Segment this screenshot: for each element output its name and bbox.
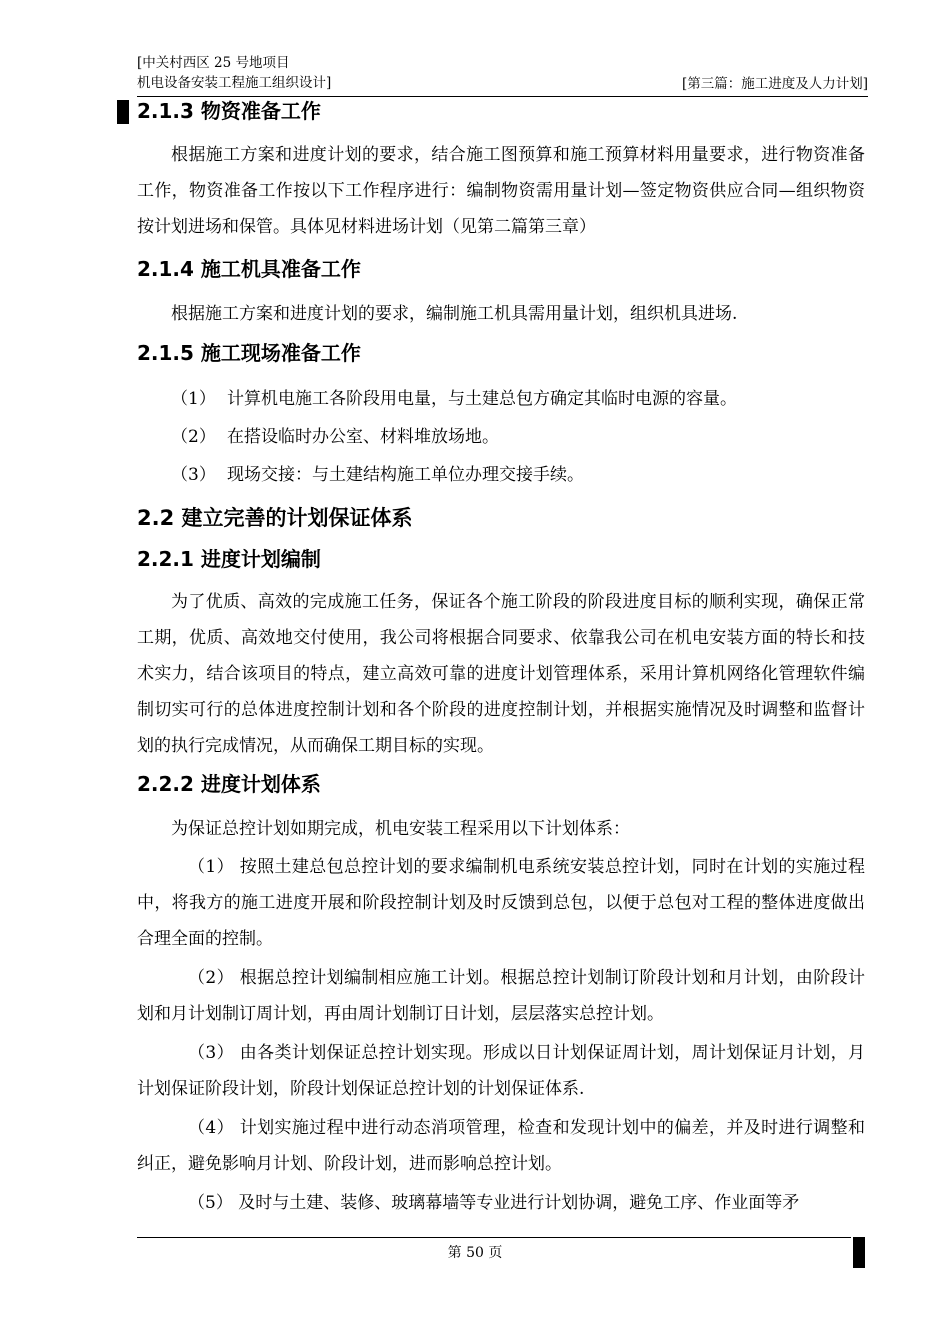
paragraph-plan-system-intro: 为保证总控计划如期完成，机电安装工程采用以下计划体系： — [171, 819, 630, 839]
list-item — [137, 849, 865, 957]
item-text: 根据总控计划编制相应施工计划。根据总控计划制订阶段计划和月计划，由阶段计划和月计划制订周计划，再由周计划制订日计划，层层落实总控计划。 — [137, 968, 865, 1024]
item-number: （1） — [171, 389, 216, 409]
header-left — [137, 53, 331, 93]
heading-marker-bar — [117, 100, 129, 124]
header-project-line: [中关村西区 25 号地项目 — [137, 55, 290, 71]
list-item — [137, 418, 865, 456]
list-item — [137, 1110, 865, 1182]
list-item — [137, 456, 865, 494]
heading-2-1-3: 2.1.3 物资准备工作 — [137, 99, 321, 123]
item-number: （1） — [188, 857, 234, 877]
list-item — [137, 960, 865, 1032]
heading-2-2: 2.2 建立完善的计划保证体系 — [137, 506, 413, 530]
heading-2-1-4: 2.1.4 施工机具准备工作 — [137, 257, 361, 281]
item-number: （3） — [171, 465, 216, 485]
item-text: 在搭设临时办公室、材料堆放场地。 — [227, 427, 499, 447]
footer-divider — [137, 1237, 851, 1238]
list-item — [137, 380, 865, 418]
list-item — [137, 1185, 865, 1221]
paragraph-material-prep: 根据施工方案和进度计划的要求，结合施工图预算和施工预算材料用量要求，进行物资准备工作，物资准备工作按以下工作程序进行：编制物资需用量计划—签定物资供应合同—组织物资按计划进场和保管。具体见材料进场计划（见第二篇第三章） — [137, 145, 865, 237]
item-number: （5） — [188, 1193, 233, 1213]
page-body — [137, 95, 865, 1221]
page-header — [137, 52, 868, 97]
item-number: （4） — [188, 1118, 234, 1138]
item-text: 计算机电施工各阶段用电量，与土建总包方确定其临时电源的容量。 — [227, 389, 737, 409]
item-text: 按照土建总包总控计划的要求编制机电系统安装总控计划，同时在计划的实施过程中，将我方的施工进度开展和阶段控制计划及时反馈到总包，以便于总包对工程的整体进度做出合理全面的控制。 — [137, 857, 865, 949]
item-text: 及时与土建、装修、玻璃幕墙等专业进行计划协调，避免工序、作业面等矛 — [238, 1193, 800, 1213]
item-number: （2） — [188, 968, 234, 988]
header-doc-title: 机电设备安装工程施工组织设计] — [137, 75, 332, 91]
heading-2-2-1: 2.2.1 进度计划编制 — [137, 547, 321, 571]
paragraph-schedule-compilation: 为了优质、高效的完成施工任务，保证各个施工阶段的阶段进度目标的顺利实现，确保正常工期，优质、高效地交付使用，我公司将根据合同要求、依靠我公司在机电安装方面的特长和技术实力，结合该项目的特点，建立高效可靠的进度计划管理体系，采用计算机网络化管理软件编制切实可行的总体进度控制计划和各个阶段的进度控制计划，并根据实施情况及时调整和监督计划的执行完成情况，从而确保工期目标的实现。 — [137, 592, 865, 756]
item-text: 由各类计划保证总控计划实现。形成以日计划保证周计划，周计划保证月计划，月计划保证阶段计划，阶段计划保证总控计划的计划保证体系. — [137, 1043, 865, 1099]
page-number: 第 50 页 — [447, 1245, 503, 1261]
item-number: （2） — [171, 427, 216, 447]
item-number: （3） — [188, 1043, 234, 1063]
item-text: 现场交接：与土建结构施工单位办理交接手续。 — [227, 465, 584, 485]
paragraph-equipment-prep: 根据施工方案和进度计划的要求，编制施工机具需用量计划，组织机具进场. — [171, 304, 738, 324]
heading-2-1-5: 2.1.5 施工现场准备工作 — [137, 341, 361, 365]
heading-2-2-2: 2.2.2 进度计划体系 — [137, 772, 321, 796]
item-text: 计划实施过程中进行动态消项管理，检查和发现计划中的偏差，并及时进行调整和纠正，避免影响月计划、阶段计划，进而影响总控计划。 — [137, 1118, 865, 1174]
header-section-ref: [第三篇：施工进度及人力计划] — [681, 76, 868, 92]
list-item — [137, 1035, 865, 1107]
